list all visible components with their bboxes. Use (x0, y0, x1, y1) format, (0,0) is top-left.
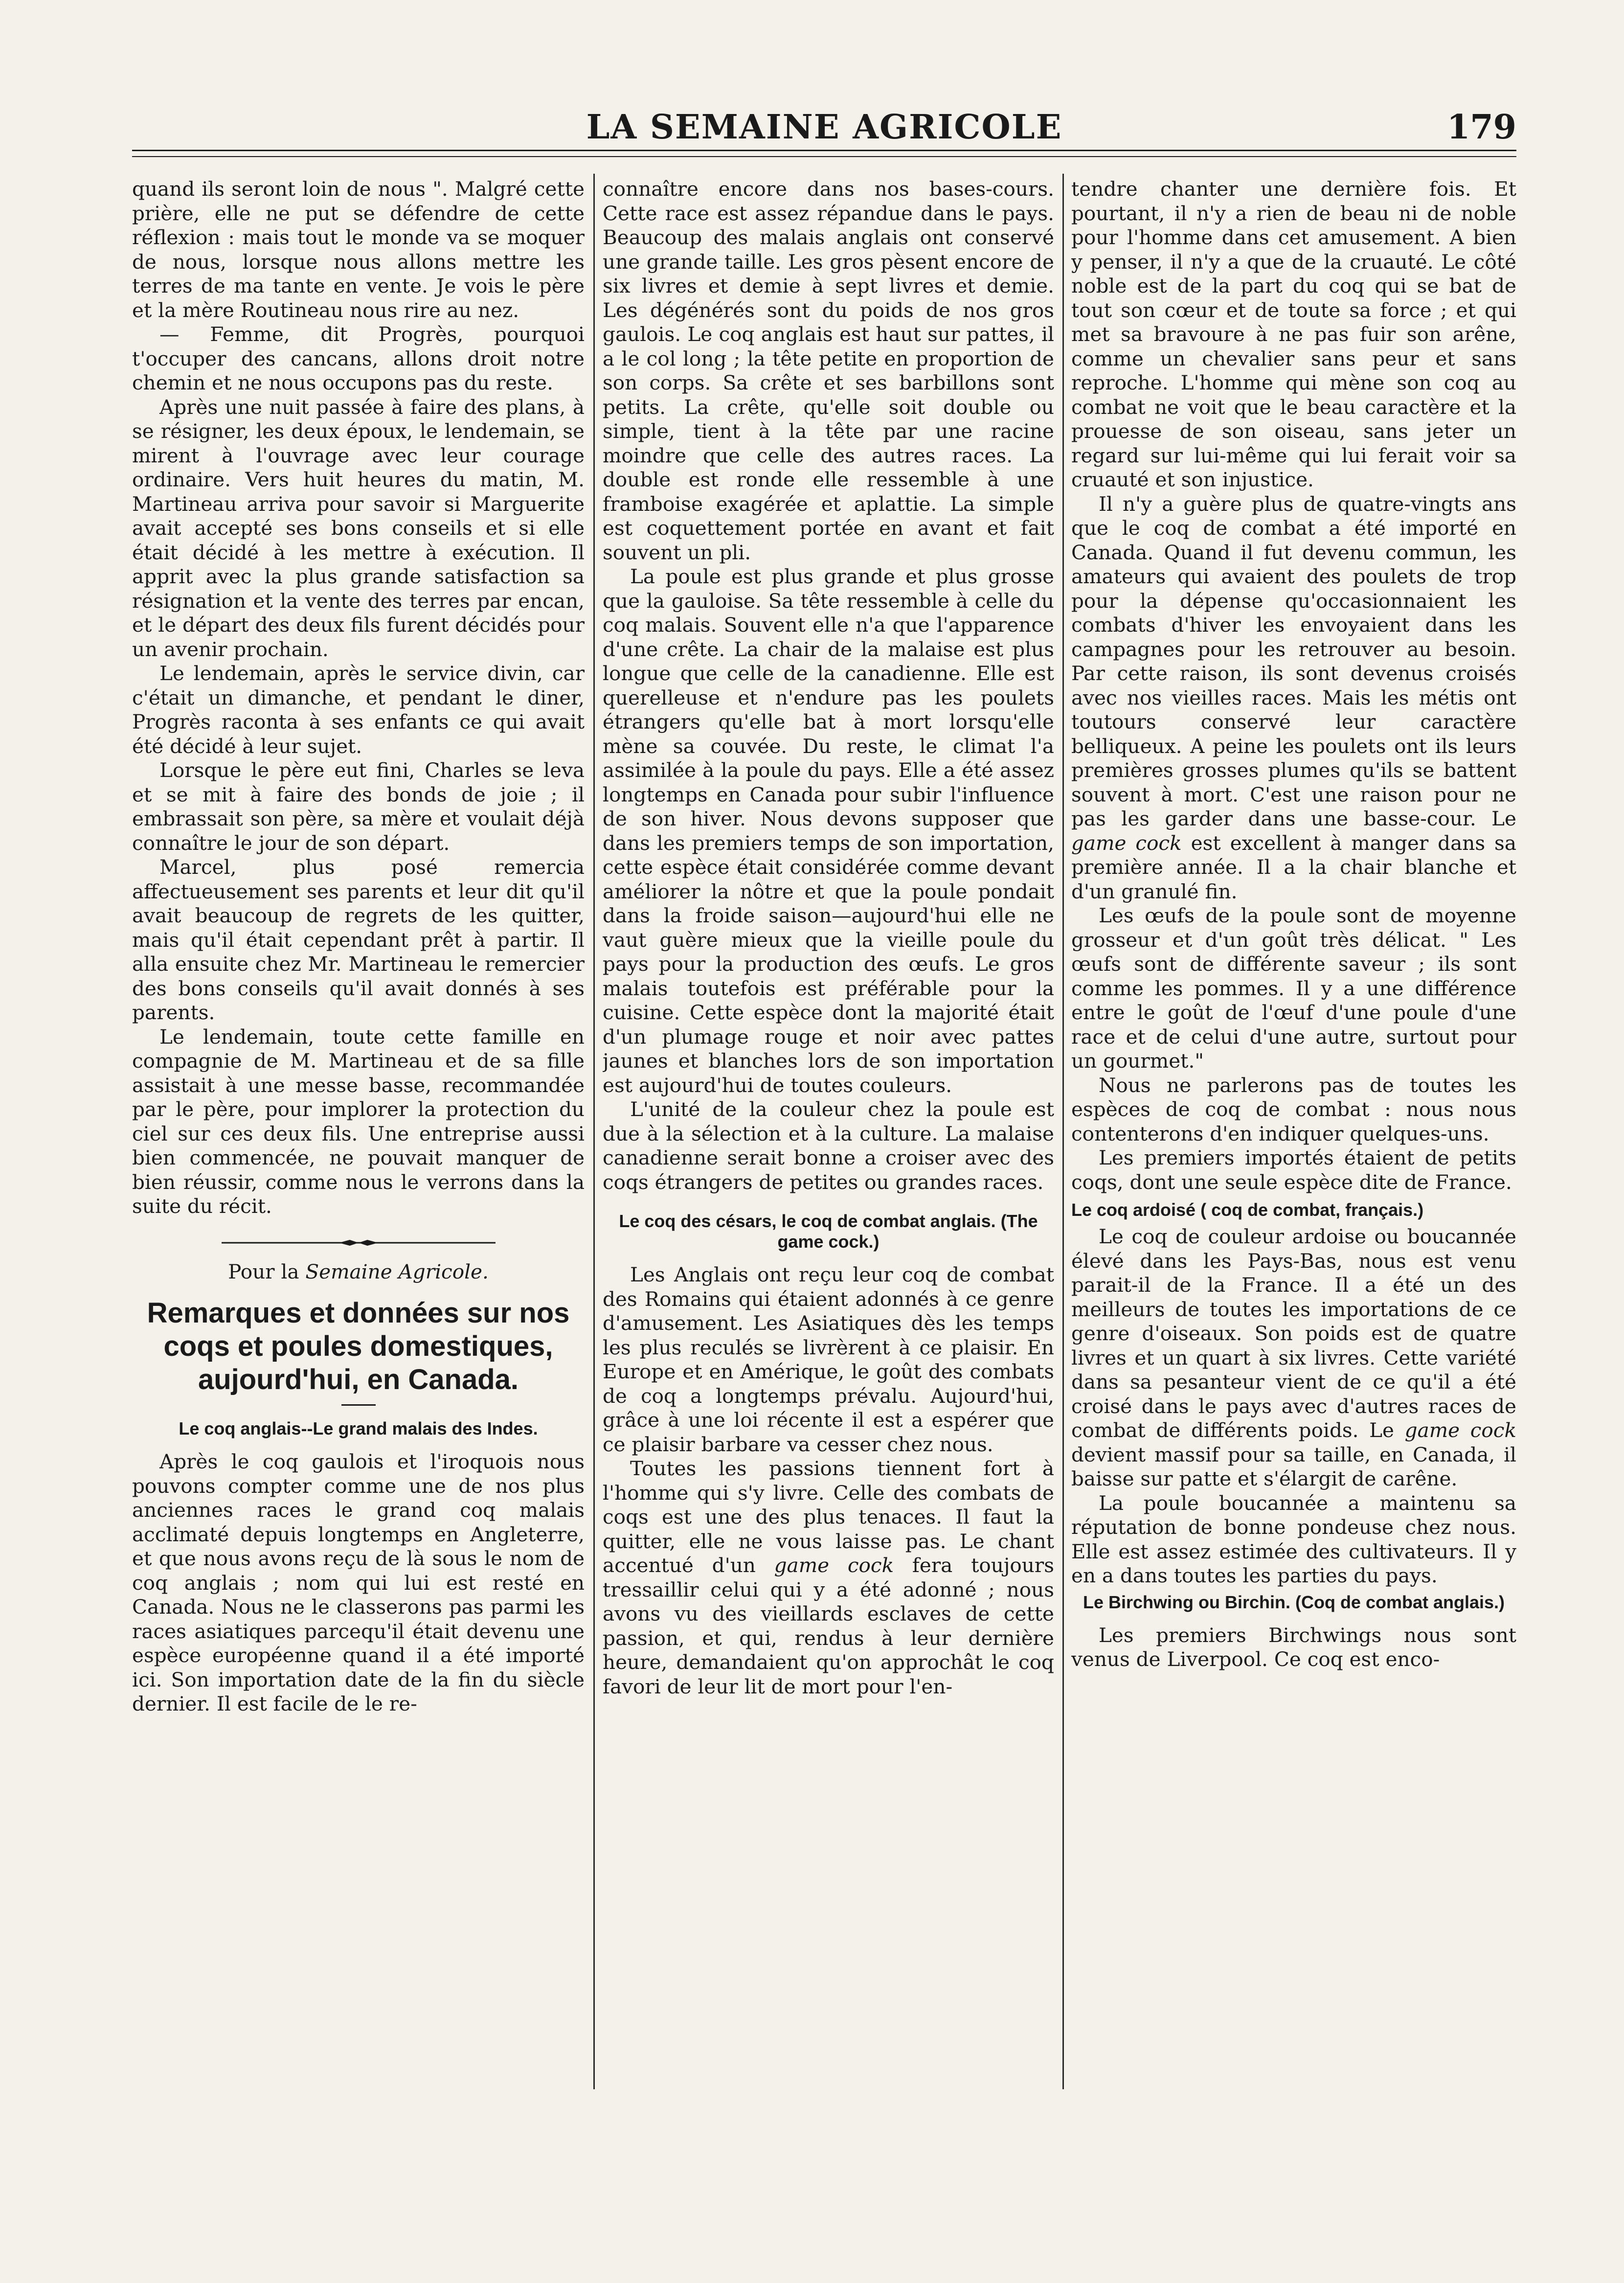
paragraph: connaître encore dans nos bases-cours. Cette race est assez répandue dans le pays. Beaucoup des malais anglais ont conservé une grande taille. Les gros pèsent encore de six livres et demie à sept livres et demie. Les dégénérés sont du poids de nos gros gaulois. Le coq anglais est haut sur pattes, il a le col long ; la tête petite en proportion de son corps. Sa crête et ses barbillons sont petits. La crête, qu'elle soit double ou simple, tient à la tête par une racine moindre que celle des autres races. La double est ronde elle ressemble à une framboise exagérée et aplattie. La simple est coquettement portée en avant et fait souvent un pli. (603, 177, 1054, 564)
paragraph: Le lendemain, après le service divin, car c'était un dimanche, et pendant le diner, Progrès raconta à ses enfants ce qui avait été décidé à leur sujet. (132, 662, 585, 758)
paragraph: Les premiers importés étaient de petits coqs, dont une seule espèce dite de France. (1071, 1146, 1516, 1194)
paragraph: Toutes les passions tiennent fort à l'homme qui s'y livre. Celle des combats de coqs est une des plus tenaces. Il faut la quitter, elle ne vous laisse pas. Le chant accentué d'un game cock fera toujours tressaillir celui qui y a été adonné ; nous avons vu des vieillards esclaves de cette passion, et qui, rendus à leur dernière heure, demandaient qu'on approchât le coq favori de leur lit de mort pour l'en- (603, 1457, 1054, 1698)
paragraph: tendre chanter une dernière fois. Et pourtant, il n'y a rien de beau ni de noble pour l'homme dans cet amusement. A bien y penser, il n'y a que de la cruauté. Le côté noble est de la part du coq qui se bat de tout son cœur et de toute sa force ; et qui met sa bravoure à ne pas fuir son arêne, comme un chevalier sans peur et sans reproche. L'homme qui mène son coq au combat ne voit que le beau caractère et la prouesse de son oiseau, sans jeter un regard sur lui-même qui lui ferait voir sa cruauté et son injustice. (1071, 177, 1516, 491)
section-heading: Le coq des césars, le coq de combat anglais. (The game cock.) (619, 1211, 1038, 1252)
journal-title: LA SEMAINE AGRICOLE (586, 108, 1062, 147)
article-title: Remarques et données sur nos coqs et poules domestiques, aujourd'hui, en Canada. (147, 1297, 570, 1395)
header-rule (132, 150, 1516, 157)
column-divider-2 (1062, 174, 1064, 2089)
paragraph: Il n'y a guère plus de quatre-vingts ans que le coq de combat a été importé en Canada. Quand il fut devenu commun, les amateurs qui avaient des poulets de trop pour la dépense qu'occasionnaient les combats d'hiver les envoyaient dans les campagnes pour les retrouver au besoin. Par cette raison, ils sont devenus croisés avec nos vieilles races. Mais les métis ont toutours conservé leur caractère belliqueux. A peine les poulets ont ils leurs premières grosses plumes qu'ils se battent souvent à mort. C'est une raison pour ne pas les garder dans une basse-cour. Le game cock est excellent à manger dans sa première année. Il a la chair blanche et d'un granulé fin. (1071, 492, 1516, 903)
paragraph: L'unité de la couleur chez la poule est due à la sélection et à la culture. La malaise canadienne serait bonne a croiser avec des coqs étrangers de petites ou grandes races. (603, 1097, 1054, 1194)
page-number: 179 (1447, 108, 1516, 147)
byline: Pour la Semaine Agricole. (228, 1259, 489, 1283)
paragraph: Les œufs de la poule sont de moyenne grosseur et d'un goût très délicat. " Les œufs sont de différente saveur ; ils sont comme les pommes. Il y a une différence entre le goût de l'œuf d'une poule d'une race et de celui d'une autre, surtout pour un gourmet." (1071, 904, 1516, 1073)
paragraph: — Femme, dit Progrès, pourquoi t'occuper des cancans, allons droit notre chemin et ne nous occupons pas du reste. (132, 322, 585, 394)
section-heading: Le coq ardoisé ( coq de combat, français.) (1071, 1200, 1424, 1220)
paragraph: Les premiers Birchwings nous sont venus de Liverpool. Ce coq est enco- (1071, 1623, 1516, 1671)
paragraph: Nous ne parlerons pas de toutes les espèces de coq de combat : nous nous contenterons d'en indiquer quelques-uns. (1071, 1073, 1516, 1145)
section-heading: Le coq anglais--Le grand malais des Indes. (179, 1418, 538, 1438)
column-1 (132, 177, 585, 2090)
paragraph: Après une nuit passée à faire des plans, à se résigner, les deux époux, le lendemain, se mirent à l'ouvrage avec leur courage ordinaire. Vers huit heures du matin, M. Martineau arriva pour savoir si Marguerite avait accepté ses bons conseils et si elle était décidé à les mettre à exécution. Il apprit avec la plus grande satisfaction sa résignation et la vente des terres par encan, et le départ des deux fils furent décidés pour un avenir prochain. (132, 395, 585, 661)
column-2 (603, 177, 1054, 2090)
paragraph: Le coq de couleur ardoise ou boucannée élevé dans les Pays-Bas, nous est venu parait-il de la France. Il a été un des meilleurs de toutes les importations de ce genre d'oiseaux. Son poids est de quatre livres et un quart à six livres. Cette variété dans sa pesanteur vient de ce qu'il a été croisé dans le pays avec d'autres races de combat de différents poids. Le game cock devient massif pour sa taille, en Canada, il baisse sur patte et s'élargit de carêne. (1071, 1225, 1516, 1490)
title-dash (341, 1404, 376, 1406)
running-header (132, 105, 1516, 149)
paragraph: Lorsque le père eut fini, Charles se leva et se mit à faire des bonds de joie ; il embrassait son père, sa mère et voulait déjà connaître le jour de son départ. (132, 758, 585, 855)
paragraph: Marcel, plus posé remercia affectueusement ses parents et leur dit qu'il avait beaucoup de regrets de les quitter, mais qu'il était cependant prêt à partir. Il alla ensuite chez Mr. Martineau le remercier des bons conseils qu'il avait donnés à ses parents. (132, 855, 585, 1024)
paragraph: La poule boucannée a maintenu sa réputation de bonne pondeuse chez nous. Elle est assez estimée des cultivateurs. Il y en a dans toutes les parties du pays. (1071, 1491, 1516, 1587)
paragraph: Après le coq gaulois et l'iroquois nous pouvons compter comme une de nos plus anciennes races le grand coq malais acclimaté depuis longtemps en Angleterre, et que nous avons reçu de là sous le nom de coq anglais ; nom qui lui est resté en Canada. Nous ne le classerons pas parmi les races asiatiques parcequ'il était devenu une espèce européenne quand il a été importé ici. Son importation date de la fin du siècle dernier. Il est facile de le re- (132, 1450, 585, 1715)
paragraph: quand ils seront loin de nous ". Malgré cette prière, elle ne put se défendre de cette réflexion : mais tout le monde va se moquer de nous, lorsque nous allons mettre les terres de ma tante en vente. Je vois le père et la mère Routineau nous rire au nez. (132, 177, 585, 322)
paragraph: La poule est plus grande et plus grosse que la gauloise. Sa tête ressemble à celle du coq malais. Souvent elle n'a que l'apparence d'une crête. La chair de la malaise est plus longue que celle de la canadienne. Elle est querelleuse et n'endure pas les poulets étrangers qu'elle bat à mort lorsqu'elle mène sa couvée. Du reste, le climat l'a assimilée à la poule du pays. Elle a été assez longtemps en Canada pour subir l'influence de son hiver. Nous devons supposer que dans les premiers temps de son importation, cette espèce était considérée comme devant améliorer la nôtre et que la poule pondait dans la froide saison—aujourd'hui elle ne vaut guère mieux que la vieille poule du pays pour la production des œufs. Le gros malais toutefois est préférable pour la cuisine. Cette espèce dont la majorité était d'un plumage rouge et noir avec pattes jaunes et blanches lors de son importation est aujourd'hui de toutes couleurs. (603, 565, 1054, 1097)
column-3 (1071, 177, 1516, 2090)
section-ornament (222, 1238, 496, 1247)
column-divider-1 (593, 174, 595, 2089)
section-heading: Le Birchwing ou Birchin. (Coq de combat anglais.) (1083, 1592, 1505, 1612)
paragraph: Les Anglais ont reçu leur coq de combat des Romains qui étaient adonnés à ce genre d'amusement. Les Asiatiques dès les temps les plus reculés se livrèrent à ce plaisir. En Europe et en Amérique, le goût des combats de coq a longtemps prévalu. Aujourd'hui, grâce à une loi récente il est a espérer que ce plaisir barbare va cesser chez nous. (603, 1263, 1054, 1456)
paragraph: Le lendemain, toute cette famille en compagnie de M. Martineau et de sa fille assistait à une messe basse, recommandée par le père, pour implorer la protection du ciel sur ces deux fils. Une entreprise aussi bien commencée, ne pouvait manquer de bien réussir, comme nous le verrons dans la suite du récit. (132, 1025, 585, 1218)
